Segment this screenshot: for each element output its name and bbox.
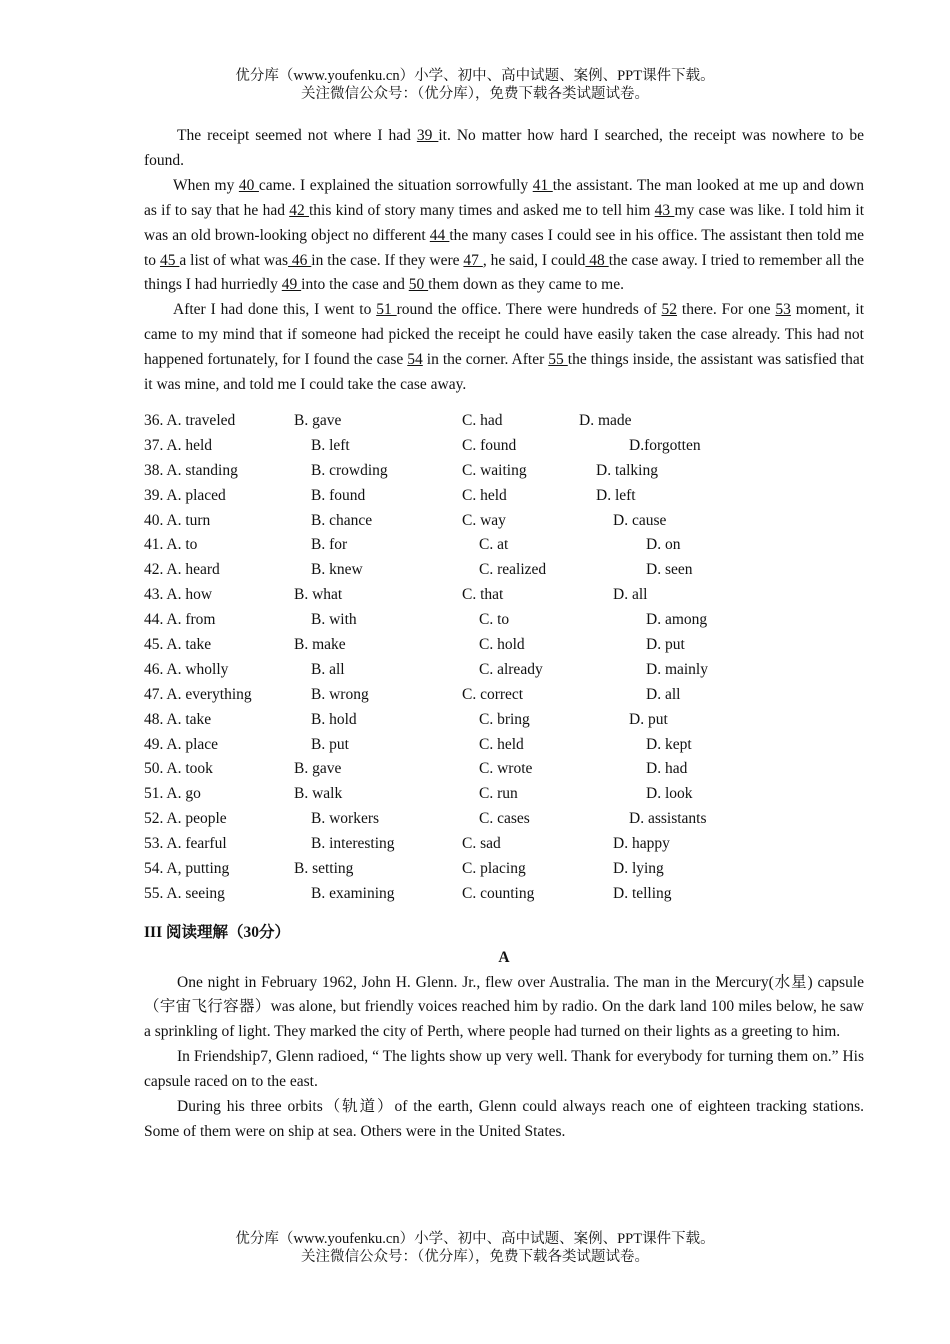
option-number-and-a: 44. A. from [144,611,216,629]
options-list [144,409,864,907]
option-choice: C. cases [479,810,530,828]
option-choice: C. that [462,586,504,604]
section-title: III 阅读理解（30分） [144,923,290,941]
option-choice: B. what [294,586,343,604]
option-number-and-a: 39. A. placed [144,486,226,504]
option-number-and-a: 54. A, putting [144,860,230,877]
option-choice: D. look [646,785,693,803]
cloze-text: moment, it came to my mind that if someone had picked the receipt he could have easily taken the case already. This had not happened fortunately, for I found the case [144,301,865,369]
option-choice: B. all [311,660,345,678]
option-number-and-a: 55. A. seeing [144,884,225,902]
option-row [144,509,864,534]
option-number-and-a: 51. A. go [144,785,201,803]
cloze-blank: 43 [654,201,675,219]
option-choice: D. made [579,411,632,429]
cloze-text: into the case and [301,276,409,294]
passage-title: A [498,948,510,966]
cloze-blank: 52 [661,301,678,319]
cloze-blank: 48 [585,251,609,269]
reading-paragraph-2: In Friendship7, Glenn radioed, “ The lights show up very well. Thank for everybody for turning them on.” His capsule raced on to the east. [144,1048,864,1091]
option-choice: D. put [646,635,685,653]
option-choice: B. interesting [311,835,395,853]
cloze-blank: 42 [289,201,309,219]
option-choice: C. already [479,660,543,678]
header-line-1: 优分库（www.youfenku.cn）小学、初中、高中试题、案例、PPT课件下载。 [235,68,715,84]
option-row [144,882,864,907]
cloze-blank: 40 [238,176,259,194]
cloze-blank: 47 [463,251,483,269]
cloze-text: it. No matter how hard I searched, the receipt was nowhere to be found. [144,127,865,169]
option-row [144,608,864,633]
option-choice: B. walk [294,785,343,803]
option-choice: D. cause [613,511,667,529]
option-number-and-a: 48. A. take [144,710,212,728]
option-number-and-a: 53. A. fearful [144,835,227,853]
option-row [144,857,864,882]
option-choice: B. gave [294,760,342,778]
footer-line-2: 关注微信公众号：（优分库），免费下载各类试题试卷。 [301,1249,649,1265]
option-choice: B. make [294,635,346,653]
option-choice: C. wrote [479,760,533,778]
option-choice: D. left [596,486,636,504]
cloze-blank: 44 [429,226,450,244]
cloze-text: them down as they came to me. [428,276,624,294]
option-number-and-a: 41. A. to [144,536,198,554]
option-row [144,807,864,832]
reading-paragraph-3: During his three orbits（轨道）of the earth, Glenn could always reach one of eighteen tracking stations. Some of them were on ship at sea. Others were in the United States. [144,1098,864,1140]
option-choice: C. counting [462,884,535,902]
option-choice: B. gave [294,411,342,429]
cloze-text: this kind of story many times and asked me to tell him [309,201,655,219]
option-choice: B. hold [311,710,357,728]
option-choice: D. mainly [646,660,708,678]
option-choice: C. bring [479,710,530,728]
cloze-blank: 49 [281,276,302,294]
option-choice: D. kept [646,735,692,753]
option-choice: B. found [311,486,366,504]
option-row [144,484,864,509]
option-number-and-a: 36. A. traveled [144,411,236,429]
option-choice: D. all [646,685,681,703]
option-choice: D. had [646,760,688,778]
option-choice: C. realized [479,561,547,579]
footer-line-1: 优分库（www.youfenku.cn）小学、初中、高中试题、案例、PPT课件下载。 [235,1231,715,1247]
cloze-blank: 39 [416,127,439,144]
cloze-text: round the office. There were hundreds of [396,301,662,319]
option-choice: D. telling [613,884,672,902]
option-row [144,757,864,782]
cloze-text: After I had done this, I went to [173,301,377,319]
cloze-text: there. For one [677,301,776,319]
cloze-blank: 41 [532,176,553,194]
option-choice: D. on [646,536,681,554]
page-header [0,67,950,103]
option-choice: B. crowding [311,461,388,479]
option-number-and-a: 43. A. how [144,586,213,604]
cloze-text: The receipt seemed not where I had [177,127,417,144]
cloze-text: the assistant. The man looked at me up and down as if to say that he had [144,176,864,219]
page-footer [0,1230,950,1266]
cloze-text: the things inside, the assistant was satisfied that it was mine, and told me I could take the case away. [144,351,865,394]
option-choice: C. run [479,785,518,803]
cloze-text: , he said, I could [482,251,586,269]
option-choice: C. hold [479,635,525,653]
option-row [144,683,864,708]
cloze-text: in the case. If they were [311,251,464,269]
option-choice: D. among [646,611,708,629]
option-number-and-a: 50. A. took [144,760,213,778]
option-row [144,782,864,807]
option-choice: B. wrong [311,685,369,703]
option-row [144,733,864,758]
header-line-2: 关注微信公众号：（优分库），免费下载各类试题试卷。 [301,86,649,102]
option-choice: C. held [462,486,507,504]
option-choice: B. knew [311,561,363,579]
cloze-text: in the corner. After [422,351,549,369]
option-row [144,434,864,459]
option-choice: D. happy [613,835,670,853]
cloze-paragraph-2 [144,174,864,299]
option-number-and-a: 49. A. place [144,735,219,753]
cloze-text: When my [173,176,239,194]
cloze-text: the case away. I tried to remember all the things I had hurriedly [144,251,865,294]
cloze-blank: 53 [775,301,791,319]
option-row [144,459,864,484]
option-choice: D. assistants [629,810,707,828]
option-row [144,533,864,558]
option-choice: C. at [479,536,509,554]
option-choice: D. all [613,586,648,604]
option-choice: B. setting [294,860,354,877]
cloze-text: a list of what was [179,251,288,269]
cloze-blank: 51 [376,301,397,319]
option-choice: B. for [311,536,348,554]
cloze-blank: 45 [159,251,180,269]
cloze-paragraph-1 [144,124,864,174]
option-choice: C. waiting [462,461,527,479]
cloze-text: the many cases I could see in his office. The assistant then told me to [144,226,865,269]
reading-paragraph-1: One night in February 1962, John H. Glenn. Jr., flew over Australia. The man in the Mercury(水星) capsule（宇宙飞行容器）was alone, but friendly voices reached him by radio. On the dark land 100 miles below, he saw a sprinkling of light. They marked the city of Perth, where people had turned on their lights as a greeting to him. [144,973,864,1041]
option-row [144,658,864,683]
main-content [144,124,864,1145]
option-choice: D. seen [646,561,693,579]
cloze-text: came. I explained the situation sorrowfully [258,176,533,194]
cloze-blank: 54 [407,351,423,369]
option-choice: B. left [311,436,350,454]
option-choice: C. correct [462,685,524,703]
option-choice: C. had [462,411,503,429]
option-choice: C. held [479,735,524,753]
option-choice: C. way [462,511,506,529]
option-choice: C. placing [462,860,526,877]
option-choice: C. found [462,436,517,454]
option-row [144,583,864,608]
option-choice: D. put [629,710,668,728]
option-row [144,633,864,658]
option-choice: B. examining [311,884,395,902]
option-row [144,409,864,434]
option-row [144,832,864,857]
option-choice: D.forgotten [629,436,701,454]
option-choice: B. workers [311,810,380,828]
option-choice: B. chance [311,511,373,529]
cloze-blank: 46 [287,251,312,269]
option-row [144,558,864,583]
cloze-paragraph-3 [144,298,864,398]
option-choice: D. lying [613,860,664,877]
option-number-and-a: 52. A. people [144,810,227,828]
option-choice: C. sad [462,835,501,853]
option-row [144,708,864,733]
option-number-and-a: 42. A. heard [144,561,220,579]
cloze-text: my case was like. I told him it was an old brown-looking object no different [144,201,865,244]
option-number-and-a: 45. A. take [144,635,212,653]
option-choice: B. with [311,611,357,629]
cloze-blank: 50 [408,276,429,294]
option-choice: D. talking [596,461,658,479]
option-choice: B. put [311,735,349,753]
option-number-and-a: 40. A. turn [144,511,211,529]
option-number-and-a: 37. A. held [144,436,213,454]
cloze-blank: 55 [548,351,568,369]
option-number-and-a: 46. A. wholly [144,660,229,678]
option-number-and-a: 38. A. standing [144,461,238,479]
option-number-and-a: 47. A. everything [144,685,252,703]
option-choice: C. to [479,611,510,629]
